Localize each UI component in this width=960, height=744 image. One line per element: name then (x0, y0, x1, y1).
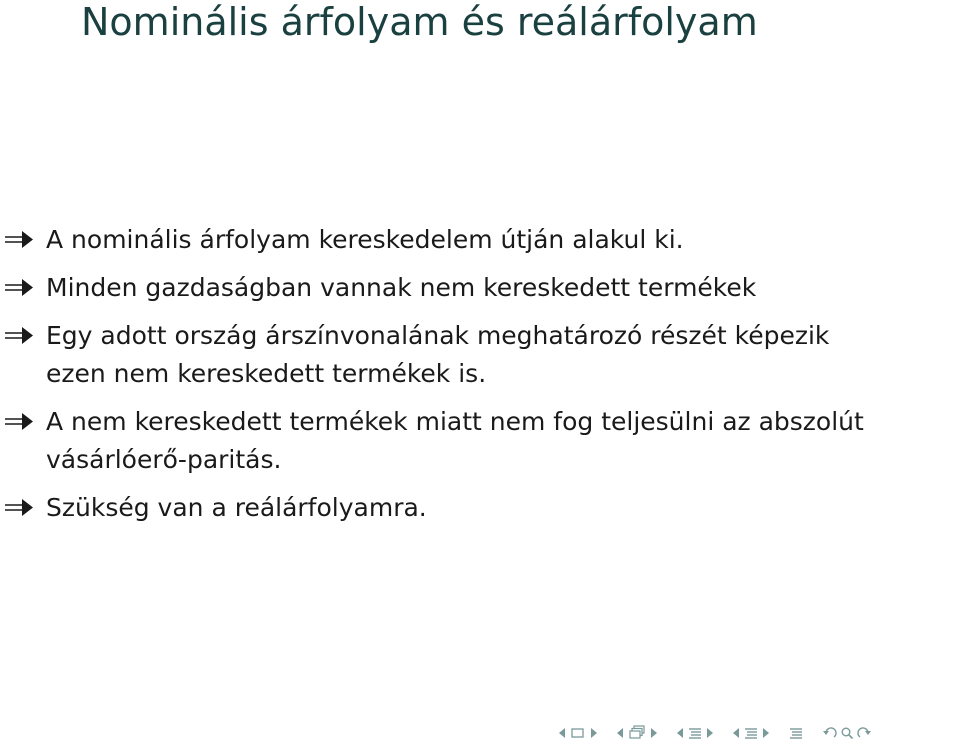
double-arrow-right-icon (4, 323, 36, 349)
subsection-nav (676, 726, 714, 740)
subsection-icon[interactable] (687, 726, 703, 740)
next-section-icon[interactable] (762, 727, 770, 739)
history-nav (822, 726, 872, 740)
bullet-text: Minden gazdaságban vannak nem kereskedett termékek (46, 273, 757, 302)
bullet-text: A nominális árfolyam kereskedelem útján alakul ki. (46, 225, 684, 254)
double-arrow-right-icon (4, 275, 36, 301)
double-arrow-right-icon (4, 227, 36, 253)
next-slide-icon[interactable] (590, 727, 598, 739)
bullet-item (0, 269, 886, 307)
prev-slide-icon[interactable] (558, 727, 566, 739)
double-arrow-right-icon (4, 409, 36, 435)
section-icon[interactable] (743, 726, 759, 740)
bullet-text: Szükség van a reálárfolyamra. (46, 493, 427, 522)
toc-nav (788, 726, 804, 740)
navigation-bar (558, 722, 872, 744)
prev-frame-icon[interactable] (616, 727, 624, 739)
prev-section-icon[interactable] (732, 727, 740, 739)
bullet-list (0, 221, 960, 537)
frame-icon[interactable] (627, 725, 647, 741)
bullet-text: Egy adott ország árszínvonalának meghatározó részét képezik ezen nem kereskedett termékek is. (46, 321, 830, 388)
search-icon[interactable] (840, 726, 854, 740)
next-subsection-icon[interactable] (706, 727, 714, 739)
bullet-item (0, 221, 886, 259)
back-icon[interactable] (822, 726, 838, 740)
prev-subsection-icon[interactable] (676, 727, 684, 739)
bullet-item (0, 317, 886, 393)
bullet-item (0, 403, 886, 479)
next-frame-icon[interactable] (650, 727, 658, 739)
forward-icon[interactable] (856, 726, 872, 740)
bullet-item (0, 489, 886, 527)
double-arrow-right-icon (4, 495, 36, 521)
slide-title: Nominális árfolyam és reálárfolyam (81, 0, 758, 44)
slide-nav (558, 726, 598, 740)
frame-nav (616, 725, 658, 741)
slide-icon[interactable] (569, 726, 587, 740)
toc-icon[interactable] (788, 726, 804, 740)
section-nav (732, 726, 770, 740)
bullet-text: A nem kereskedett termékek miatt nem fog teljesülni az abszolút vásárlóerő-paritás. (46, 407, 864, 474)
